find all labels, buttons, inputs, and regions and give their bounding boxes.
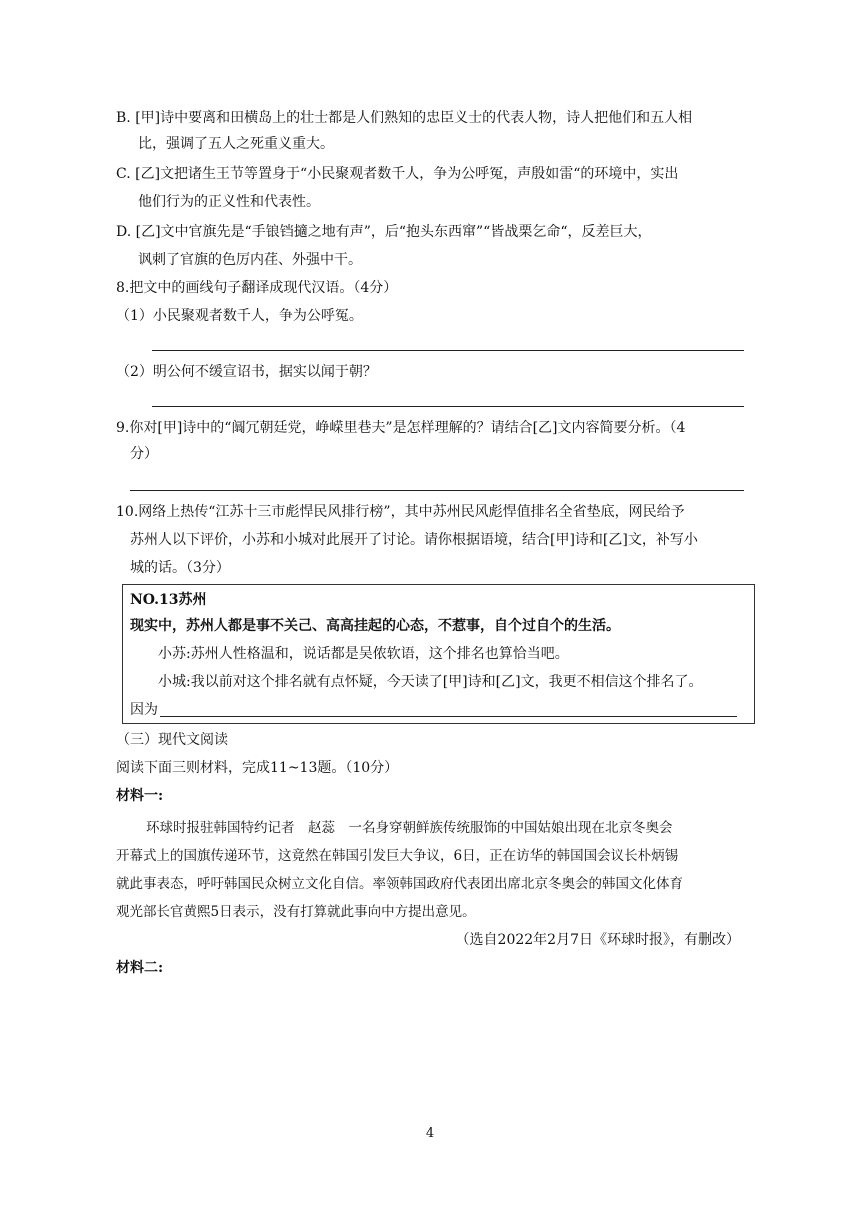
box-bold-line: 现实中，苏州人都是事不关己、高高挂起的心态，不惹事，自个过自个的生活。 — [130, 618, 620, 634]
option-d-line2: 讽刺了官旗的色厉内荏、外强中干。 — [138, 252, 362, 268]
q10-line2: 苏州人以下评价，小苏和小城对此展开了讨论。请你根据语境，结合[甲]诗和[乙]文，补写小 — [130, 532, 698, 548]
material1-line2: 开幕式上的国旗传递环节，这竟然在韩国引发巨大争议，6日，正在访华的韩国国会议长朴炳锡 — [116, 848, 679, 864]
section3-heading: （三）现代文阅读 — [116, 732, 228, 748]
q10-line1: 10.网络上热传“江苏十三市彪悍民风排行榜”，其中苏州民风彪悍值排名全省垫底，网民给予 — [116, 504, 685, 520]
option-b-line2: 比，强调了五人之死重义重大。 — [138, 136, 334, 152]
material2-label: 材料二: — [116, 960, 164, 976]
option-b-line1: B. [甲]诗中要离和田横岛上的壮士都是人们熟知的忠臣义士的代表人物，诗人把他们和五人相 — [116, 110, 693, 126]
q10-line3: 城的话。（3分） — [130, 560, 230, 576]
q9-answer-line[interactable] — [130, 490, 744, 491]
option-c-line1: C. [乙]文把诸生王节等置身于“小民聚观者数千人，争为公呼冤，声殷如雷“的环境中，实出 — [116, 166, 679, 182]
section3-instruction: 阅读下面三则材料，完成11~13题。（10分） — [116, 760, 399, 776]
box-xiaosu: 小苏:苏州人性格温和，说话都是吴侬软语，这个排名也算恰当吧。 — [158, 646, 569, 662]
option-d-line1: D. [乙]文中官旗先是“手锒铛擿之地有声”，后“抱头东西窜”“皆战栗乞命“，反差巨大， — [116, 224, 652, 240]
material1-line3: 就此事表态，呼吁韩国民众树立文化自信。率领韩国政府代表团出席北京冬奥会的韩国文化体育 — [116, 876, 683, 892]
page-number: 4 — [425, 1126, 435, 1141]
q8-sub2: （2）明公何不缓宣诏书，据实以闻于朝？ — [116, 364, 377, 380]
material1-line4: 观光部长官黄熙5日表示，没有打算就此事向中方提出意见。 — [116, 904, 476, 920]
q8-sub1: （1）小民聚观者数千人，争为公呼冤。 — [116, 308, 363, 324]
material1-line1: 环球时报驻韩国特约记者 赵蕊 一名身穿朝鲜族传统服饰的中国姑娘出现在北京冬奥会 — [146, 820, 673, 836]
q8-answer-line-1[interactable] — [152, 350, 744, 351]
q10-answer-line[interactable] — [160, 716, 737, 717]
box-xiaocheng: 小城:我以前对这个排名就有点怀疑，今天读了[甲]诗和[乙]文，我更不相信这个排名了。 — [158, 674, 703, 690]
q9-line1: 9.你对[甲]诗中的“阘冗朝廷党，峥嵘里巷夫”是怎样理解的？请结合[乙]文内容简要分析。（4 — [116, 420, 686, 436]
q9-line2: 分） — [130, 446, 158, 462]
q8-stem: 8.把文中的画线句子翻译成现代汉语。（4分） — [116, 280, 398, 296]
material1-label: 材料一: — [116, 788, 164, 804]
option-c-line2: 他们行为的正义性和代表性。 — [138, 194, 320, 210]
box-because: 因为 — [130, 702, 158, 718]
box-title: NO.13苏州 — [130, 592, 207, 608]
material1-source: （选自2022年2月7日《环球时报》，有删改） — [455, 932, 740, 948]
q8-answer-line-2[interactable] — [152, 406, 744, 407]
